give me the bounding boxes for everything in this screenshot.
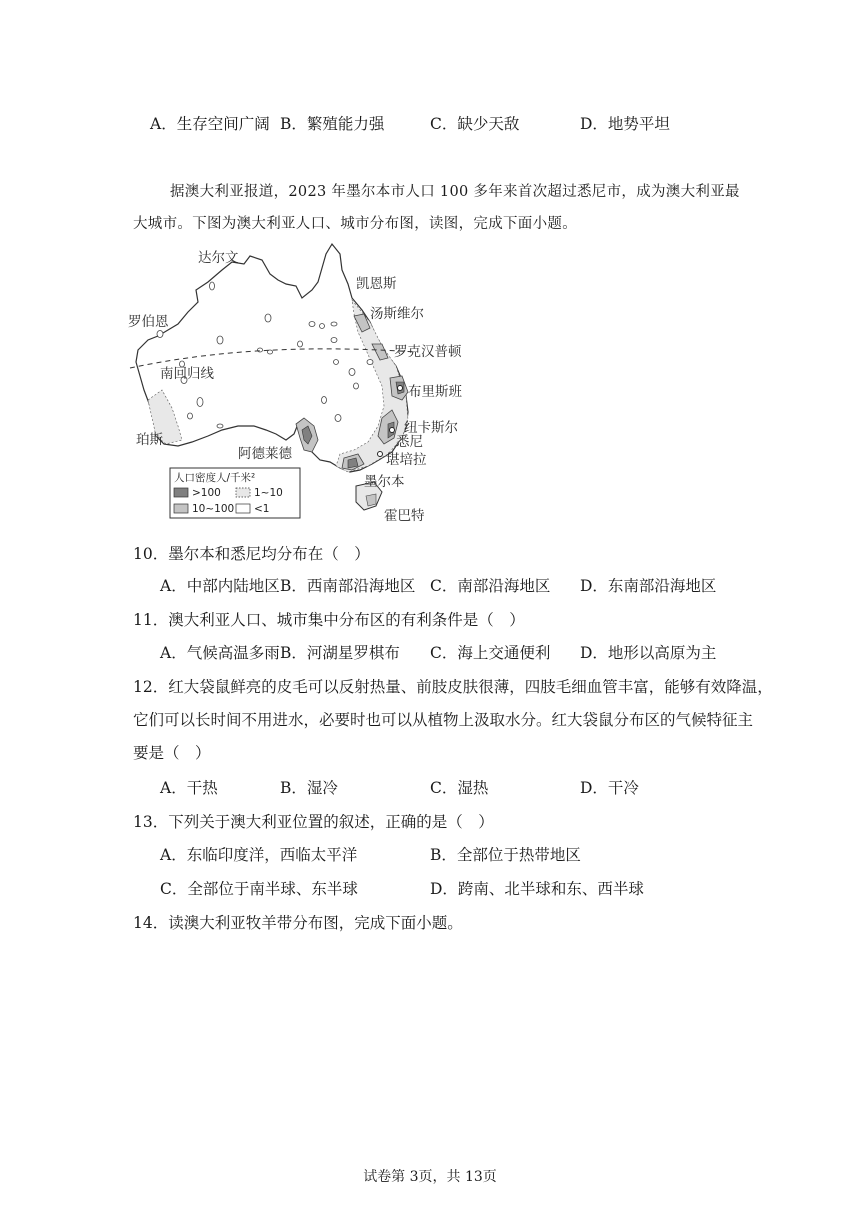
legend-lt1: <1 [254, 503, 270, 515]
prev-option-a: A．生存空间广阔 [150, 115, 270, 133]
map-legend [170, 468, 300, 518]
q10-option-a: A．中部内陆地区 [160, 577, 280, 595]
q12-option-b: B．湿冷 [280, 779, 338, 797]
q10-stem: 10．墨尔本和悉尼均分布在（ ） [133, 545, 370, 563]
q11-option-d: D．地形以高原为主 [580, 644, 717, 662]
label-perth: 珀斯 [136, 432, 163, 448]
label-canberra: 堪培拉 [386, 452, 427, 468]
label-brisbane: 布里斯班 [408, 384, 462, 400]
label-rockhampton: 罗克汉普顿 [394, 344, 462, 360]
q11-option-b: B．河湖星罗棋布 [280, 644, 400, 662]
q11-option-c: C．海上交通便利 [430, 644, 551, 662]
q11-option-a: A．气候高温多雨 [160, 644, 280, 662]
legend-title: 人口密度人/千米² [174, 472, 256, 484]
label-cairns: 凯恩斯 [356, 276, 397, 292]
label-adelaide: 阿德莱德 [238, 446, 292, 462]
q13-option-a: A．东临印度洋，西临太平洋 [160, 846, 358, 864]
melbourne-dense [348, 458, 358, 468]
label-hobart: 霍巴特 [384, 508, 425, 524]
label-newcastle: 纽卡斯尔 [404, 420, 458, 436]
label-sydney: 悉尼 [396, 434, 423, 450]
intro-line-2: 大城市。下图为澳大利亚人口、城市分布图，读图，完成下面小题。 [133, 216, 577, 232]
australia-population-map [126, 240, 476, 528]
prev-option-b: B．繁殖能力强 [280, 115, 385, 133]
q13-stem: 13．下列关于澳大利亚位置的叙述，正确的是（ ） [133, 813, 494, 831]
legend-swatch-1-10 [236, 488, 250, 497]
label-tropic: 南回归线 [160, 366, 214, 382]
legend-1-10: 1~10 [254, 487, 283, 499]
legend-gt100: >100 [192, 487, 221, 499]
tasmania-band [366, 494, 376, 506]
q10-option-c: C．南部沿海地区 [430, 577, 551, 595]
label-townsville: 汤斯维尔 [370, 306, 424, 322]
q12-stem-line-1: 12．红大袋鼠鲜亮的皮毛可以反射热量、前肢皮肤很薄，四肢毛细血管丰富，能够有效降温， [133, 678, 773, 696]
q13-option-b: B．全部位于热带地区 [430, 846, 581, 864]
label-broome: 罗伯恩 [128, 314, 169, 330]
label-darwin: 达尔文 [198, 250, 239, 266]
q10-option-b: B．西南部沿海地区 [280, 577, 416, 595]
legend-swatch-10-100 [174, 504, 188, 513]
q12-stem-line-2: 它们可以长时间不用进水，必要时也可以从植物上汲取水分。红大袋鼠分布区的气候特征主 [133, 711, 754, 729]
q13-option-c: C．全部位于南半球、东半球 [160, 880, 358, 898]
prev-option-d: D．地势平坦 [580, 115, 670, 133]
q12-option-a: A．干热 [160, 779, 218, 797]
label-melbourne: 墨尔本 [364, 474, 405, 490]
legend-10-100: 10~100 [192, 503, 235, 515]
legend-swatch-lt1 [236, 504, 250, 513]
q12-option-c: C．湿热 [430, 779, 489, 797]
q11-stem: 11．澳大利亚人口、城市集中分布区的有利条件是（ ） [133, 611, 525, 629]
q12-stem-line-3: 要是（ ） [133, 744, 211, 762]
intro-line-1: 据澳大利亚报道，2023 年墨尔本市人口 100 多年来首次超过悉尼市，成为澳大利亚最 [170, 184, 740, 200]
q12-option-d: D．干冷 [580, 779, 639, 797]
q13-option-d: D．跨南、北半球和东、西半球 [430, 880, 644, 898]
legend-swatch-gt100 [174, 488, 188, 497]
page-footer: 试卷第 3页，共 13页 [363, 1169, 497, 1185]
q10-option-d: D．东南部沿海地区 [580, 577, 717, 595]
q14-stem: 14．读澳大利亚牧羊带分布图，完成下面小题。 [133, 914, 463, 932]
prev-option-c: C．缺少天敌 [430, 115, 520, 133]
